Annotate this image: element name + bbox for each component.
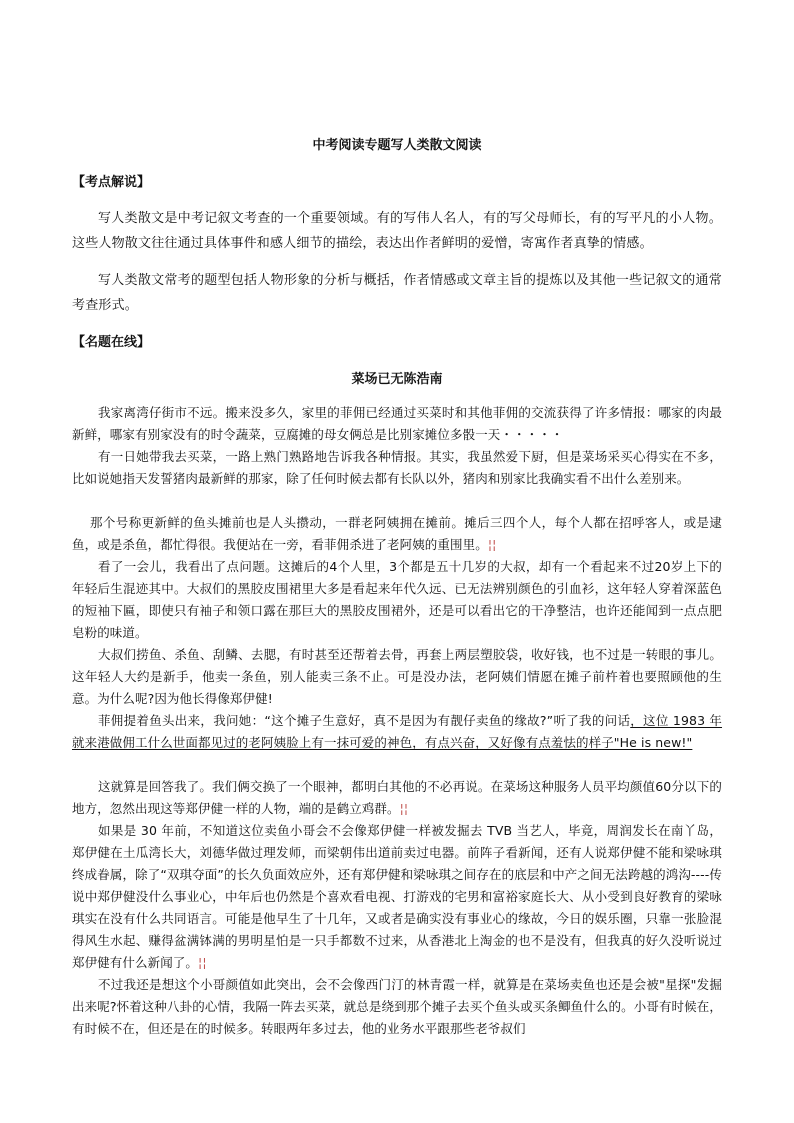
article-paragraph-6 xyxy=(72,710,722,754)
paragraph-marker: ¦¦ xyxy=(198,955,207,970)
underlined-quote: ，这位 1983 年就来港做佣工什么世面都见过的老阿姨脸上有一抹可爱的神色，有点兴奋，又好像有点羞怯的样子"He is new!" xyxy=(72,713,723,750)
paragraph-3-text: 那个号称更新鲜的鱼头摊前也是人头攒动，一群老阿姨拥在摊前。摊后三四个人，每个人都在招呼客人，或是逮鱼，或是杀鱼，都忙得很。我便站在一旁，看菲佣杀进了老阿姨的重围里。 xyxy=(72,515,722,552)
article-paragraph-2: 有一日她带我去买菜，一路上熟门熟路地告诉我各种情报。其实，我虽然爱下厨，但是菜场采买心得实在不多，比如说她指天发誓猪肉最新鲜的那家，除了任何时候去都有长队以外，猪肉和别家比我确实看不出什么差别来。 xyxy=(72,449,722,486)
article-paragraph-4: 看了一会儿，我看出了点问题。这摊后的4个人里，3个都是五十几岁的大叔，却有一个看起来不过20岁上下的年轻后生混迹其中。大叔们的黑胶皮围裙里大多是看起来年代久远、已无法辨别颜色的引血衫，这年轻人穿着深蓝色的短袖下匾，即使只有袖子和领口露在那巨大的黑胶皮围裙外，还是可以看出它的干净整洁，也许还能闻到一点点肥皂粉的味道。 xyxy=(72,559,722,640)
document-title: 中考阅读专题写人类散文阅读 xyxy=(312,138,482,153)
paragraph-7-text: 这就算是回答我了。我们俩交换了一个眼神，都明白其他的不必再说。在菜场这种服务人员平均颜值60分以下的地方，忽然出现这等郑伊健一样的人物，端的是鹤立鸡群。 xyxy=(72,779,722,816)
article-title: 菜场已无陈浩南 xyxy=(351,372,443,387)
paragraph-6-text: 菲佣提着鱼头出来，我问她：“这个摊子生意好，真不是因为有靓仔卖鱼的缘故?”听了我的问话 xyxy=(98,713,631,728)
article-paragraph-3 xyxy=(72,512,722,556)
article-paragraph-7 xyxy=(72,776,722,820)
key-points-paragraph-1: 写人类散文是中考记叙文考查的一个重要领域。有的写伟人名人，有的写父母师长，有的写平凡的小人物。这些人物散文往往通过具体事件和感人细节的描绘，表达出作者鲜明的爱憎，寄寓作者真挚的情感。 xyxy=(72,211,722,251)
section-heading-key-points: 【考点解说】 xyxy=(72,175,151,190)
article-paragraph-9: 不过我还是想这个小哥颜值如此突出，会不会像西门汀的林青霞一样，就算是在菜场卖鱼也还是会被"星探"发掘出来呢?怀着这种八卦的心情，我隔一阵去买菜，就总是绕到那个摊子去买个鱼头或买条鲫鱼什么的。小哥有时候在，有时候不在，但还是在的时候多。转眼两年多过去，他的业务水平跟那些老爷叔们 xyxy=(72,977,722,1036)
paragraph-marker: ¦¦ xyxy=(487,537,497,552)
article-paragraph-8 xyxy=(72,820,722,974)
section-heading-featured-question: 【名题在线】 xyxy=(72,335,151,350)
key-points-paragraph-2: 写人类散文常考的题型包括人物形象的分析与概括，作者情感或文章主旨的提炼以及其他一些记叙文的通常考查形式。 xyxy=(72,273,722,313)
paragraph-marker: ¦¦ xyxy=(399,801,409,816)
paragraph-8-text: 如果是 30 年前，不知道这位卖鱼小哥会不会像郑伊健一样被发掘去 TVB 当艺人，毕竟，周润发长在南丫岛，郑伊健在土瓜湾长大，刘德华做过理发师，而梁朝伟出道前卖过电器。前阵子看新闻，还有人说郑伊健不能和梁咏琪终成眷属，除了“双琪夺面”的长久负面效应外，还有郑伊健和梁咏琪之间存在的底层和中产之间无法跨越的鸿沟----传说中郑伊健没什么事业心，中年后也仍然是个喜欢看电视、打游戏的宅男和富裕家庭长大、从小受到良好教育的梁咏琪实在没有什么共同语言。可能是他早生了十几年，又或者是确实没有事业心的缘故，今日的娱乐圈，只靠一张脸混得风生水起、赚得盆满钵满的男明星怕是一只手都数不过来，从香港北上淘金的也不是没有，但我真的好久没听说过郑伊健有什么新闻了。 xyxy=(72,823,722,970)
article-paragraph-5: 大叔们捞鱼、杀鱼、刮鳞、去腮，有时甚至还帮着去骨，再套上两层塑胶袋，收好钱，也不过是一转眼的事儿。这年轻人大约是新手，他卖一条鱼，别人能卖三条不止。可是没办法，老阿姨们情愿在摊子前杵着也要照顾他的生意。为什么呢?因为他长得像郑伊健! xyxy=(72,647,722,706)
article-paragraph-1: 我家离湾仔街市不远。搬来没多久，家里的菲佣已经通过买菜时和其他菲佣的交流获得了许多情报：哪家的肉最新鲜，哪家有别家没有的时令蔬菜，豆腐摊的母女俩总是比别家摊位多骰一天・・・・・ xyxy=(72,405,722,442)
